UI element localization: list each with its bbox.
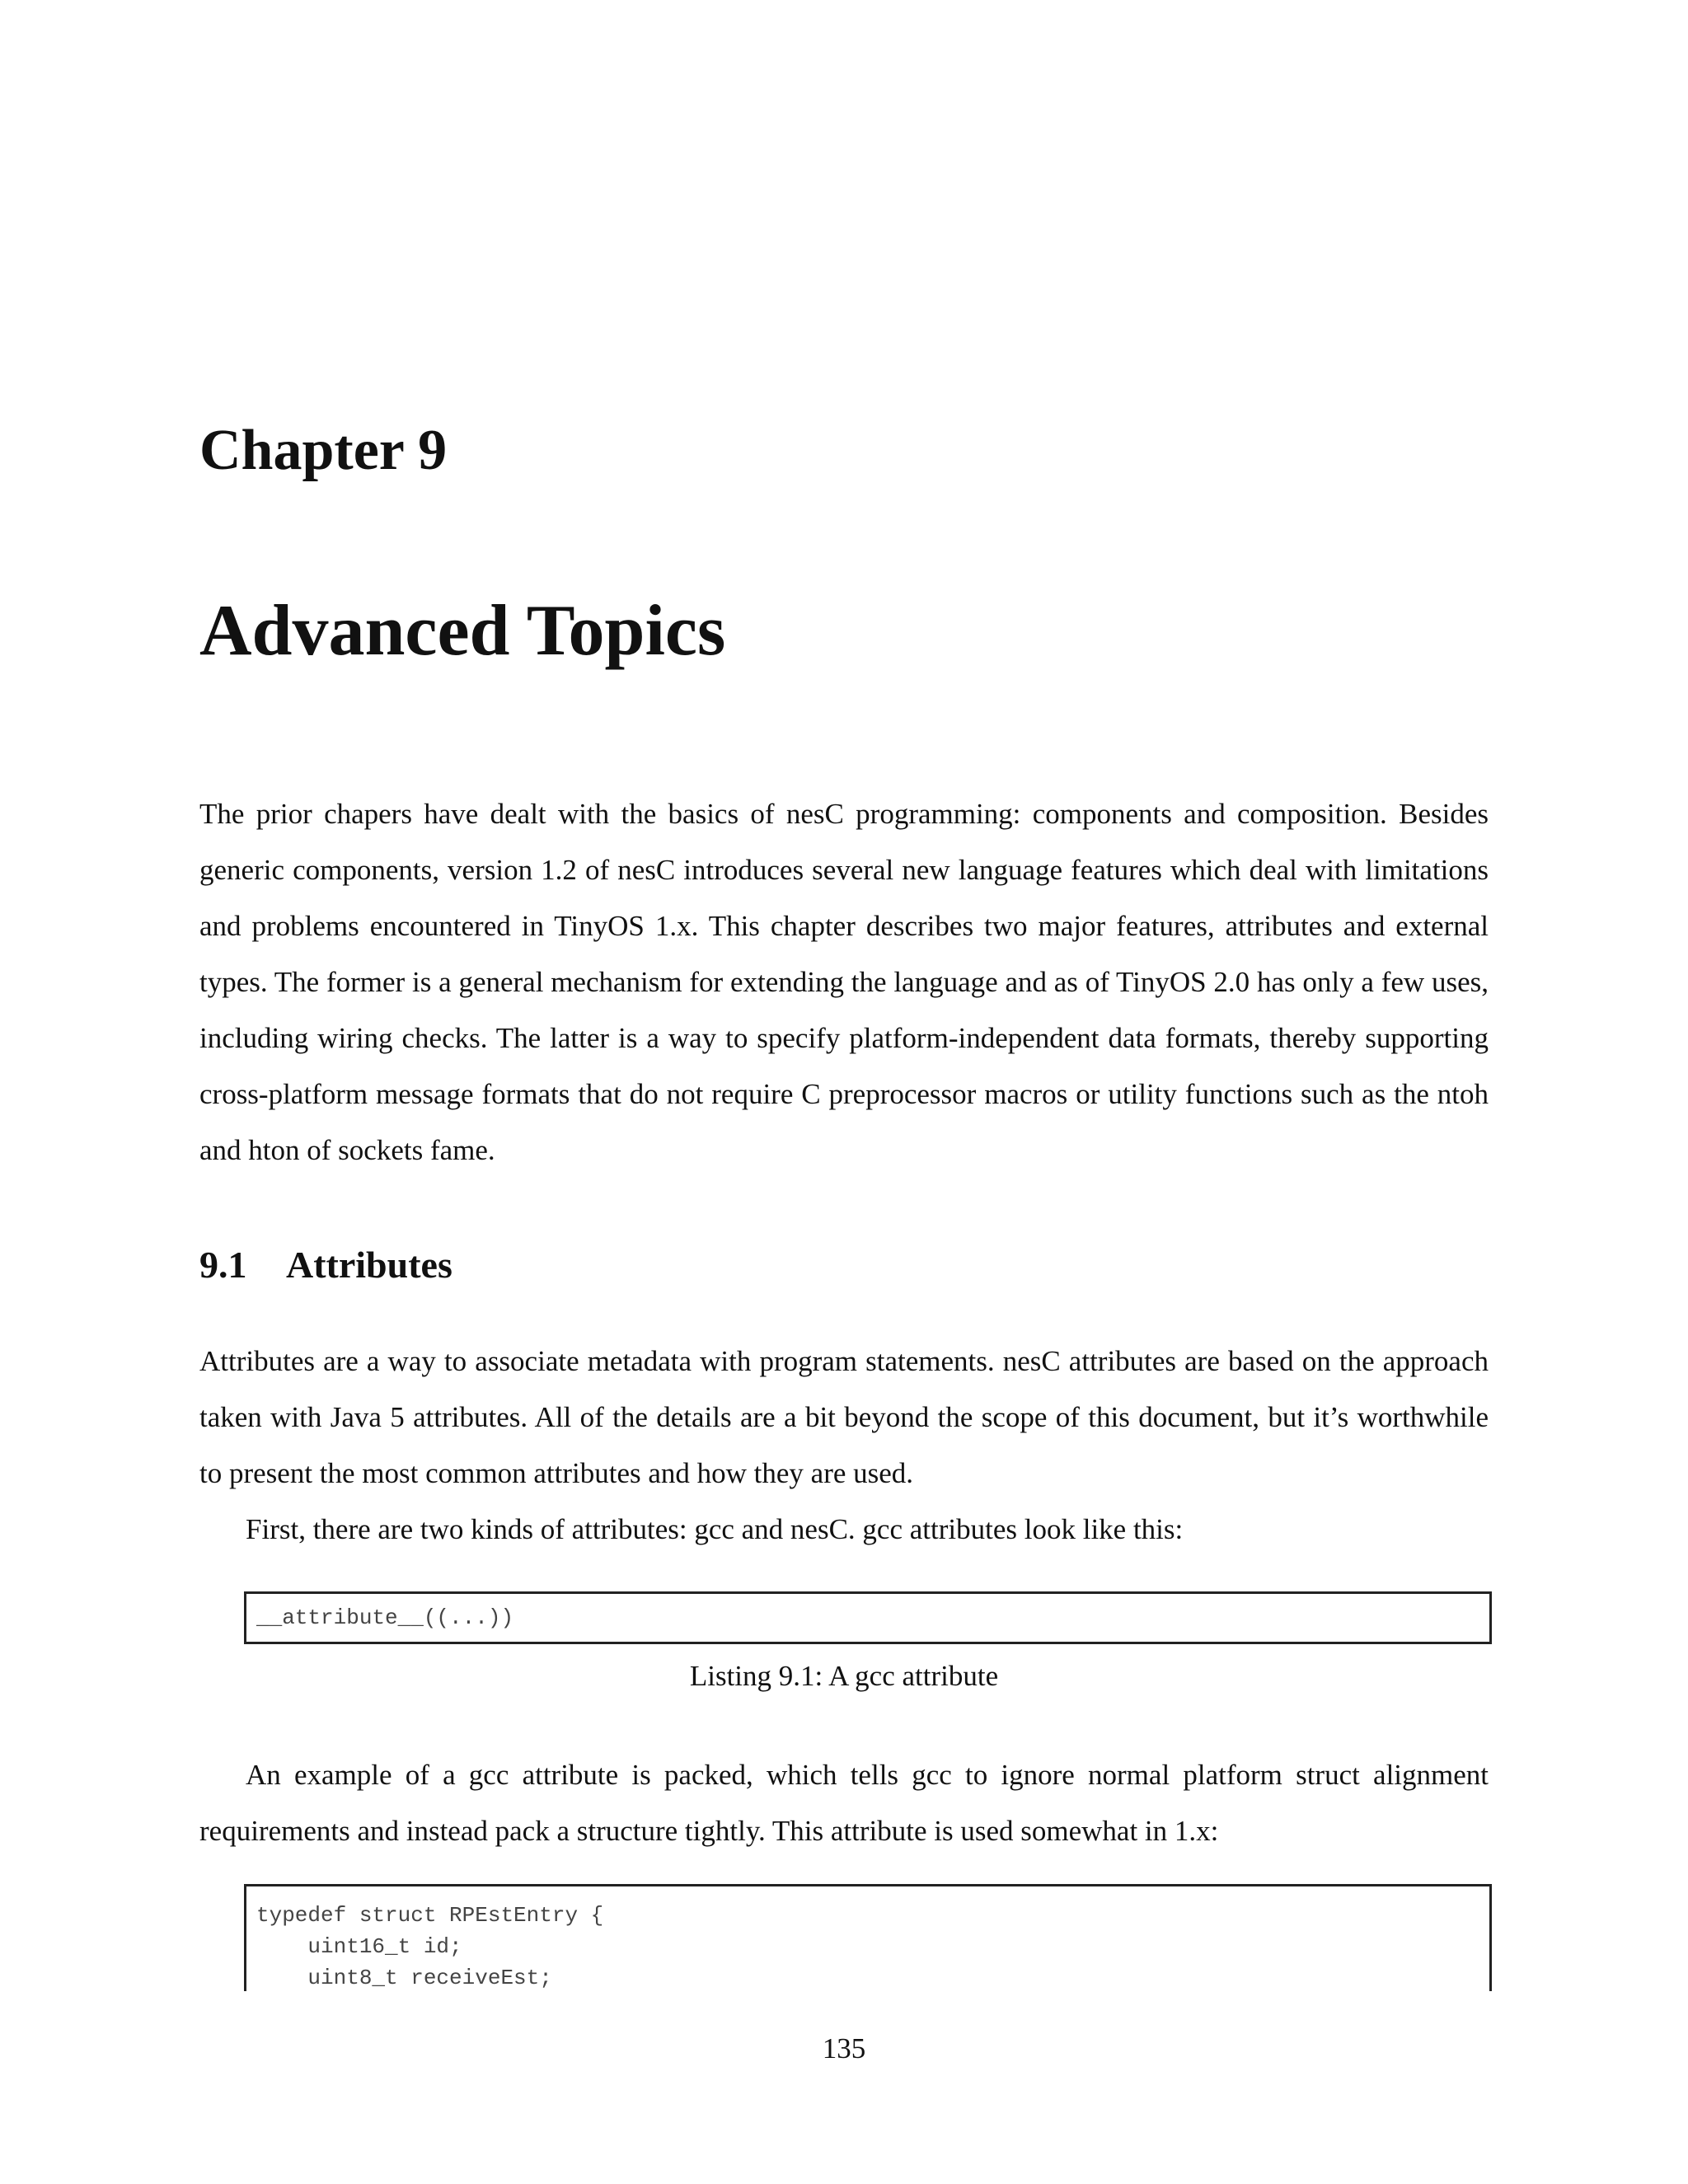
section-heading xyxy=(199,1246,452,1284)
listing-caption: Listing 9.1: A gcc attribute xyxy=(689,1660,999,1692)
chapter-label: Chapter 9 xyxy=(199,419,448,482)
section-title: Attributes xyxy=(286,1244,452,1286)
code-line: __attribute__((...)) xyxy=(256,1605,514,1630)
section-paragraph-3: An example of a gcc attribute is packed, which tells gcc to ignore normal platform struct alignment requirements and instead pack a structure tightly. This attribute is used somewhat in 1.x: xyxy=(199,1759,1489,1847)
section-paragraph-2: First, there are two kinds of attributes: gcc and nesC. gcc attributes look like this: xyxy=(246,1513,1184,1545)
code-line: typedef struct RPEstEntry { xyxy=(256,1903,604,1928)
section-number: 9.1 xyxy=(199,1244,247,1286)
code-line: uint8_t receiveEst; xyxy=(256,1966,552,1990)
chapter-title: Advanced Topics xyxy=(199,591,726,671)
code-listing-packed-struct xyxy=(244,1884,1492,1991)
section-paragraph-1: Attributes are a way to associate metadata with program statements. nesC attributes are based on the approach taken with Java 5 attributes. All of the details are a bit beyond the scope of this document, but it’s worthwhile to present the most common attributes and how they are used. xyxy=(199,1345,1489,1489)
page-number: 135 xyxy=(822,2032,866,2064)
intro-paragraph: The prior chapers have dealt with the basics of nesC programming: components and composition. Besides generic components, version 1.2 of nesC introduces several new language features which deal with limitations and problems encountered in TinyOS 1.x. This chapter describes two major features, attributes and external types. The former is a general mechanism for extending the language and as of TinyOS 2.0 has only a few uses, including wiring checks. The latter is a way to specify platform-independent data formats, thereby supporting cross-platform message formats that do not require C preprocessor macros or utility functions such as the ntoh and hton of sockets fame. xyxy=(199,798,1489,1166)
code-line: uint16_t id; xyxy=(256,1934,462,1959)
code-listing-gcc-attribute xyxy=(244,1591,1492,1644)
